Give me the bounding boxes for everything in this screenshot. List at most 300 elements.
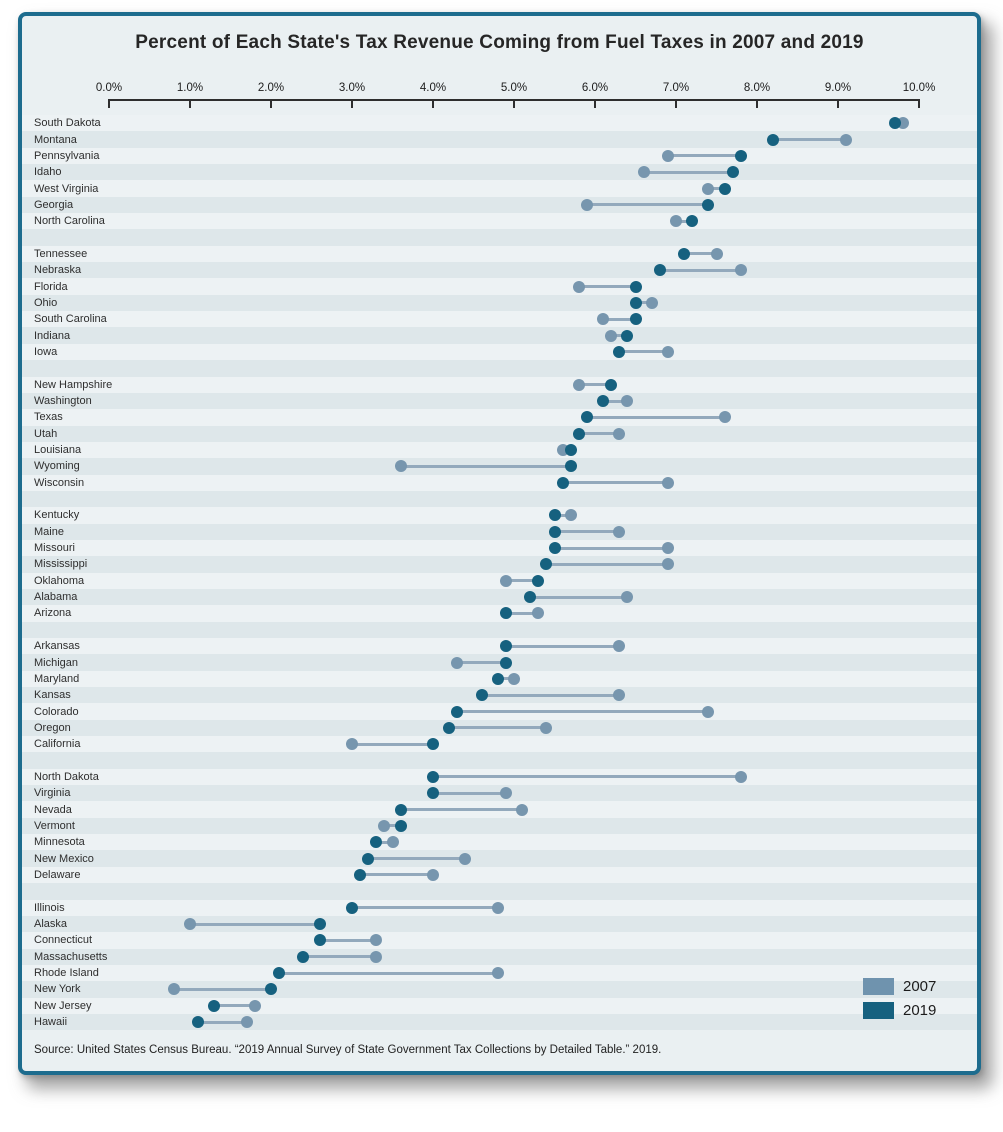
state-row (22, 736, 977, 752)
axis-tick (270, 99, 272, 108)
dot-2019 (630, 281, 642, 293)
state-label: Missouri (34, 542, 75, 555)
state-label: Wisconsin (34, 476, 85, 489)
state-label: Massachusetts (34, 950, 108, 963)
dumbbell-line (174, 988, 271, 991)
dot-2019 (500, 640, 512, 652)
state-label: Minnesota (34, 836, 85, 849)
state-label: Georgia (34, 198, 74, 211)
state-row (22, 1014, 977, 1030)
axis-tick (837, 99, 839, 108)
dumbbell (109, 605, 919, 621)
dot-2019 (702, 199, 714, 211)
dot-2019 (557, 477, 569, 489)
dumbbell-line (506, 645, 619, 648)
state-row (22, 131, 977, 147)
dumbbell (109, 1014, 919, 1030)
dot-2007 (711, 248, 723, 260)
dumbbell (109, 148, 919, 164)
state-label: Connecticut (34, 934, 93, 947)
dot-2019 (719, 183, 731, 195)
state-row (22, 589, 977, 605)
dumbbell (109, 475, 919, 491)
state-label: Mississippi (34, 558, 88, 571)
state-label: Nebraska (34, 264, 82, 277)
dot-2019 (192, 1016, 204, 1028)
dot-2019 (500, 657, 512, 669)
dumbbell (109, 327, 919, 343)
state-row (22, 867, 977, 883)
state-row (22, 311, 977, 327)
state-label: Texas (34, 411, 63, 424)
dot-2019 (678, 248, 690, 260)
legend-label-2007: 2007 (903, 978, 937, 995)
dot-2007 (638, 166, 650, 178)
chart-title: Percent of Each State's Tax Revenue Coming from Fuel Taxes in 2007 and 2019 (135, 32, 864, 53)
dumbbell (109, 654, 919, 670)
axis-tick-label: 9.0% (824, 82, 852, 94)
dumbbell-line (352, 743, 433, 746)
dot-2007 (168, 983, 180, 995)
dot-2007 (500, 787, 512, 799)
dot-2019 (654, 264, 666, 276)
state-label: Arkansas (34, 640, 80, 653)
state-label: Louisiana (34, 444, 82, 457)
dot-2007 (395, 460, 407, 472)
dot-2007 (492, 967, 504, 979)
axis-tick-label: 2.0% (257, 82, 285, 94)
state-row (22, 540, 977, 556)
dumbbell (109, 115, 919, 131)
legend-label-2019: 2019 (903, 1002, 937, 1019)
dot-2007 (184, 918, 196, 930)
dumbbell-line (457, 710, 708, 713)
dot-2019 (630, 313, 642, 325)
state-row (22, 164, 977, 180)
dot-2007 (613, 428, 625, 440)
dot-2019 (346, 902, 358, 914)
dumbbell-line (482, 694, 620, 697)
state-label: New Mexico (34, 852, 94, 865)
dumbbell (109, 377, 919, 393)
state-row (22, 262, 977, 278)
state-row (22, 932, 977, 948)
state-row (22, 801, 977, 817)
dot-2019 (565, 460, 577, 472)
dot-2019 (443, 722, 455, 734)
state-row (22, 426, 977, 442)
dumbbell-line (619, 350, 668, 353)
dumbbell-line (449, 726, 546, 729)
state-row (22, 900, 977, 916)
dumbbell (109, 164, 919, 180)
dot-2007 (378, 820, 390, 832)
chart-rows (22, 115, 977, 1030)
dot-2007 (241, 1016, 253, 1028)
dumbbell-line (555, 530, 620, 533)
dumbbell-line (587, 416, 725, 419)
dot-2019 (597, 395, 609, 407)
dot-2007 (573, 281, 585, 293)
dumbbell (109, 426, 919, 442)
state-row (22, 524, 977, 540)
state-row (22, 278, 977, 294)
dot-2007 (249, 1000, 261, 1012)
dumbbell (109, 867, 919, 883)
state-label: Iowa (34, 345, 58, 358)
state-row (22, 573, 977, 589)
dumbbell (109, 769, 919, 785)
source-citation: Source: United States Census Bureau. “2019 Annual Survey of State Government Tax Collections by Detailed Table.” 2019. (34, 1044, 662, 1056)
state-row (22, 393, 977, 409)
dumbbell-line (433, 775, 741, 778)
state-row (22, 965, 977, 981)
dumbbell-line (563, 481, 668, 484)
dumbbell (109, 720, 919, 736)
axis-tick (918, 99, 920, 108)
state-row (22, 507, 977, 523)
axis-tick (108, 99, 110, 108)
dot-2007 (646, 297, 658, 309)
dot-2007 (735, 771, 747, 783)
state-label: New Jersey (34, 999, 92, 1012)
group-spacer (22, 360, 977, 376)
state-row (22, 720, 977, 736)
dot-2019 (573, 428, 585, 440)
dot-2019 (686, 215, 698, 227)
state-row (22, 949, 977, 965)
group-spacer (22, 229, 977, 245)
state-label: Oregon (34, 721, 71, 734)
dot-2007 (508, 673, 520, 685)
dot-2019 (265, 983, 277, 995)
dumbbell (109, 687, 919, 703)
state-label: Kansas (34, 689, 71, 702)
dot-2019 (354, 869, 366, 881)
dot-2019 (492, 673, 504, 685)
axis-tick-label: 0.0% (95, 82, 123, 94)
dot-2019 (549, 526, 561, 538)
state-row (22, 785, 977, 801)
axis-tick-label: 1.0% (176, 82, 204, 94)
chart-panel (18, 12, 981, 1075)
dot-2019 (605, 379, 617, 391)
dot-2019 (767, 134, 779, 146)
axis-tick (189, 99, 191, 108)
dot-2007 (670, 215, 682, 227)
dumbbell (109, 295, 919, 311)
state-label: Rhode Island (34, 967, 99, 980)
dot-2007 (427, 869, 439, 881)
dumbbell (109, 393, 919, 409)
state-label: Delaware (34, 868, 81, 881)
axis-tick-label: 7.0% (662, 82, 690, 94)
group-spacer (22, 752, 977, 768)
dumbbell (109, 344, 919, 360)
axis-tick (432, 99, 434, 108)
state-row (22, 605, 977, 621)
dot-2007 (735, 264, 747, 276)
state-row (22, 344, 977, 360)
dumbbell (109, 524, 919, 540)
group-spacer (22, 622, 977, 638)
dumbbell-line (320, 939, 377, 942)
state-label: Nevada (34, 803, 72, 816)
dot-2007 (451, 657, 463, 669)
dot-2007 (573, 379, 585, 391)
dumbbell (109, 932, 919, 948)
dumbbell-line (368, 857, 465, 860)
dot-2019 (540, 558, 552, 570)
dot-2007 (500, 575, 512, 587)
dot-2007 (459, 853, 471, 865)
dumbbell (109, 180, 919, 196)
legend (863, 978, 936, 1026)
dot-2019 (565, 444, 577, 456)
state-label: North Carolina (34, 215, 105, 228)
dumbbell (109, 197, 919, 213)
axis-tick-label: 5.0% (500, 82, 528, 94)
dumbbell-line (401, 808, 523, 811)
state-label: Tennessee (34, 247, 88, 260)
state-label: Michigan (34, 656, 79, 669)
legend-item-2007 (863, 978, 936, 995)
state-row (22, 916, 977, 932)
dot-2019 (395, 804, 407, 816)
dot-2019 (500, 607, 512, 619)
state-label: Utah (34, 427, 58, 440)
dot-2007 (492, 902, 504, 914)
dot-2019 (314, 918, 326, 930)
dumbbell (109, 998, 919, 1014)
state-row (22, 834, 977, 850)
state-row (22, 327, 977, 343)
dumbbell (109, 507, 919, 523)
state-label: Oklahoma (34, 574, 85, 587)
dumbbell (109, 981, 919, 997)
dumbbell (109, 589, 919, 605)
dumbbell-line (433, 792, 506, 795)
dumbbell-line (579, 285, 636, 288)
dumbbell-line (190, 923, 320, 926)
dot-2007 (613, 640, 625, 652)
dot-2007 (597, 313, 609, 325)
state-label: Kentucky (34, 509, 80, 522)
dot-2019 (208, 1000, 220, 1012)
dot-2007 (387, 836, 399, 848)
axis-tick (513, 99, 515, 108)
state-label: South Dakota (34, 117, 101, 130)
state-row (22, 769, 977, 785)
x-axis (22, 82, 977, 116)
dot-2019 (395, 820, 407, 832)
axis-tick (351, 99, 353, 108)
dot-2019 (532, 575, 544, 587)
dot-2019 (524, 591, 536, 603)
dot-2019 (630, 297, 642, 309)
dot-2007 (516, 804, 528, 816)
dot-2007 (565, 509, 577, 521)
dumbbell-line (401, 465, 571, 468)
state-label: Pennsylvania (34, 149, 100, 162)
dot-2007 (540, 722, 552, 734)
dot-2019 (427, 787, 439, 799)
state-label: Arizona (34, 607, 72, 620)
dot-2019 (727, 166, 739, 178)
state-row (22, 377, 977, 393)
state-label: Hawaii (34, 1016, 68, 1029)
dumbbell-line (668, 154, 741, 157)
dot-2019 (427, 771, 439, 783)
state-label: Montana (34, 133, 77, 146)
state-label: New Hampshire (34, 378, 113, 391)
dumbbell (109, 262, 919, 278)
dumbbell-line (644, 171, 733, 174)
dumbbell-line (773, 138, 846, 141)
axis-tick (756, 99, 758, 108)
state-label: Idaho (34, 166, 62, 179)
legend-swatch-2007 (863, 978, 894, 995)
axis-tick (594, 99, 596, 108)
dumbbell (109, 409, 919, 425)
dot-2019 (370, 836, 382, 848)
dumbbell (109, 246, 919, 262)
dumbbell-line (530, 596, 627, 599)
state-row (22, 197, 977, 213)
state-label: Wyoming (34, 460, 80, 473)
dumbbell (109, 785, 919, 801)
axis-tick-label: 3.0% (338, 82, 366, 94)
state-row (22, 671, 977, 687)
dot-2019 (476, 689, 488, 701)
dumbbell (109, 442, 919, 458)
dumbbell (109, 311, 919, 327)
state-row (22, 818, 977, 834)
dumbbell (109, 834, 919, 850)
axis-tick-label: 8.0% (743, 82, 771, 94)
dot-2019 (314, 934, 326, 946)
dot-2019 (889, 117, 901, 129)
axis-tick-label: 4.0% (419, 82, 447, 94)
dumbbell (109, 703, 919, 719)
dumbbell (109, 916, 919, 932)
dumbbell (109, 278, 919, 294)
dot-2019 (549, 509, 561, 521)
dot-2007 (702, 706, 714, 718)
dot-2019 (273, 967, 285, 979)
dot-2019 (451, 706, 463, 718)
dot-2019 (735, 150, 747, 162)
dot-2007 (346, 738, 358, 750)
dot-2007 (581, 199, 593, 211)
state-row (22, 213, 977, 229)
dot-2007 (662, 542, 674, 554)
state-label: Alaska (34, 918, 68, 931)
dumbbell-line (546, 563, 668, 566)
dumbbell (109, 965, 919, 981)
dot-2007 (719, 411, 731, 423)
state-row (22, 409, 977, 425)
state-label: Alabama (34, 591, 78, 604)
state-row (22, 180, 977, 196)
dumbbell (109, 213, 919, 229)
dot-2007 (662, 477, 674, 489)
dumbbell-line (303, 955, 376, 958)
state-label: Illinois (34, 901, 65, 914)
dumbbell (109, 801, 919, 817)
dot-2019 (297, 951, 309, 963)
state-label: South Carolina (34, 313, 107, 326)
axis-tick-label: 6.0% (581, 82, 609, 94)
state-row (22, 442, 977, 458)
dot-2019 (581, 411, 593, 423)
dumbbell-line (198, 1021, 247, 1024)
dumbbell (109, 736, 919, 752)
dot-2007 (605, 330, 617, 342)
dot-2007 (532, 607, 544, 619)
dumbbell (109, 818, 919, 834)
dot-2007 (621, 395, 633, 407)
state-row (22, 654, 977, 670)
dot-2007 (613, 526, 625, 538)
state-label: Maryland (34, 672, 80, 685)
state-label: Vermont (34, 819, 75, 832)
dumbbell (109, 949, 919, 965)
dumbbell-line (360, 873, 433, 876)
legend-swatch-2019 (863, 1002, 894, 1019)
dot-2007 (621, 591, 633, 603)
dot-2019 (613, 346, 625, 358)
dot-2007 (662, 346, 674, 358)
state-row (22, 295, 977, 311)
state-row (22, 981, 977, 997)
group-spacer (22, 491, 977, 507)
dumbbell (109, 638, 919, 654)
state-row (22, 687, 977, 703)
dumbbell-line (457, 661, 506, 664)
dumbbell (109, 458, 919, 474)
state-row (22, 703, 977, 719)
dumbbell-line (279, 972, 498, 975)
state-row (22, 246, 977, 262)
state-label: North Dakota (34, 770, 99, 783)
dumbbell (109, 540, 919, 556)
dumbbell (109, 573, 919, 589)
dot-2019 (549, 542, 561, 554)
dumbbell (109, 850, 919, 866)
state-row (22, 148, 977, 164)
state-row (22, 115, 977, 131)
state-row (22, 458, 977, 474)
dot-2019 (621, 330, 633, 342)
state-label: Indiana (34, 329, 71, 342)
dumbbell-line (660, 269, 741, 272)
dot-2007 (662, 558, 674, 570)
dot-2007 (662, 150, 674, 162)
dot-2007 (370, 951, 382, 963)
legend-item-2019 (863, 1002, 936, 1019)
state-label: Ohio (34, 296, 58, 309)
state-label: Maine (34, 525, 64, 538)
state-label: California (34, 738, 81, 751)
dot-2007 (840, 134, 852, 146)
dot-2007 (702, 183, 714, 195)
dot-2007 (613, 689, 625, 701)
dumbbell (109, 556, 919, 572)
state-row (22, 475, 977, 491)
state-label: West Virginia (34, 182, 99, 195)
dumbbell-line (352, 906, 498, 909)
